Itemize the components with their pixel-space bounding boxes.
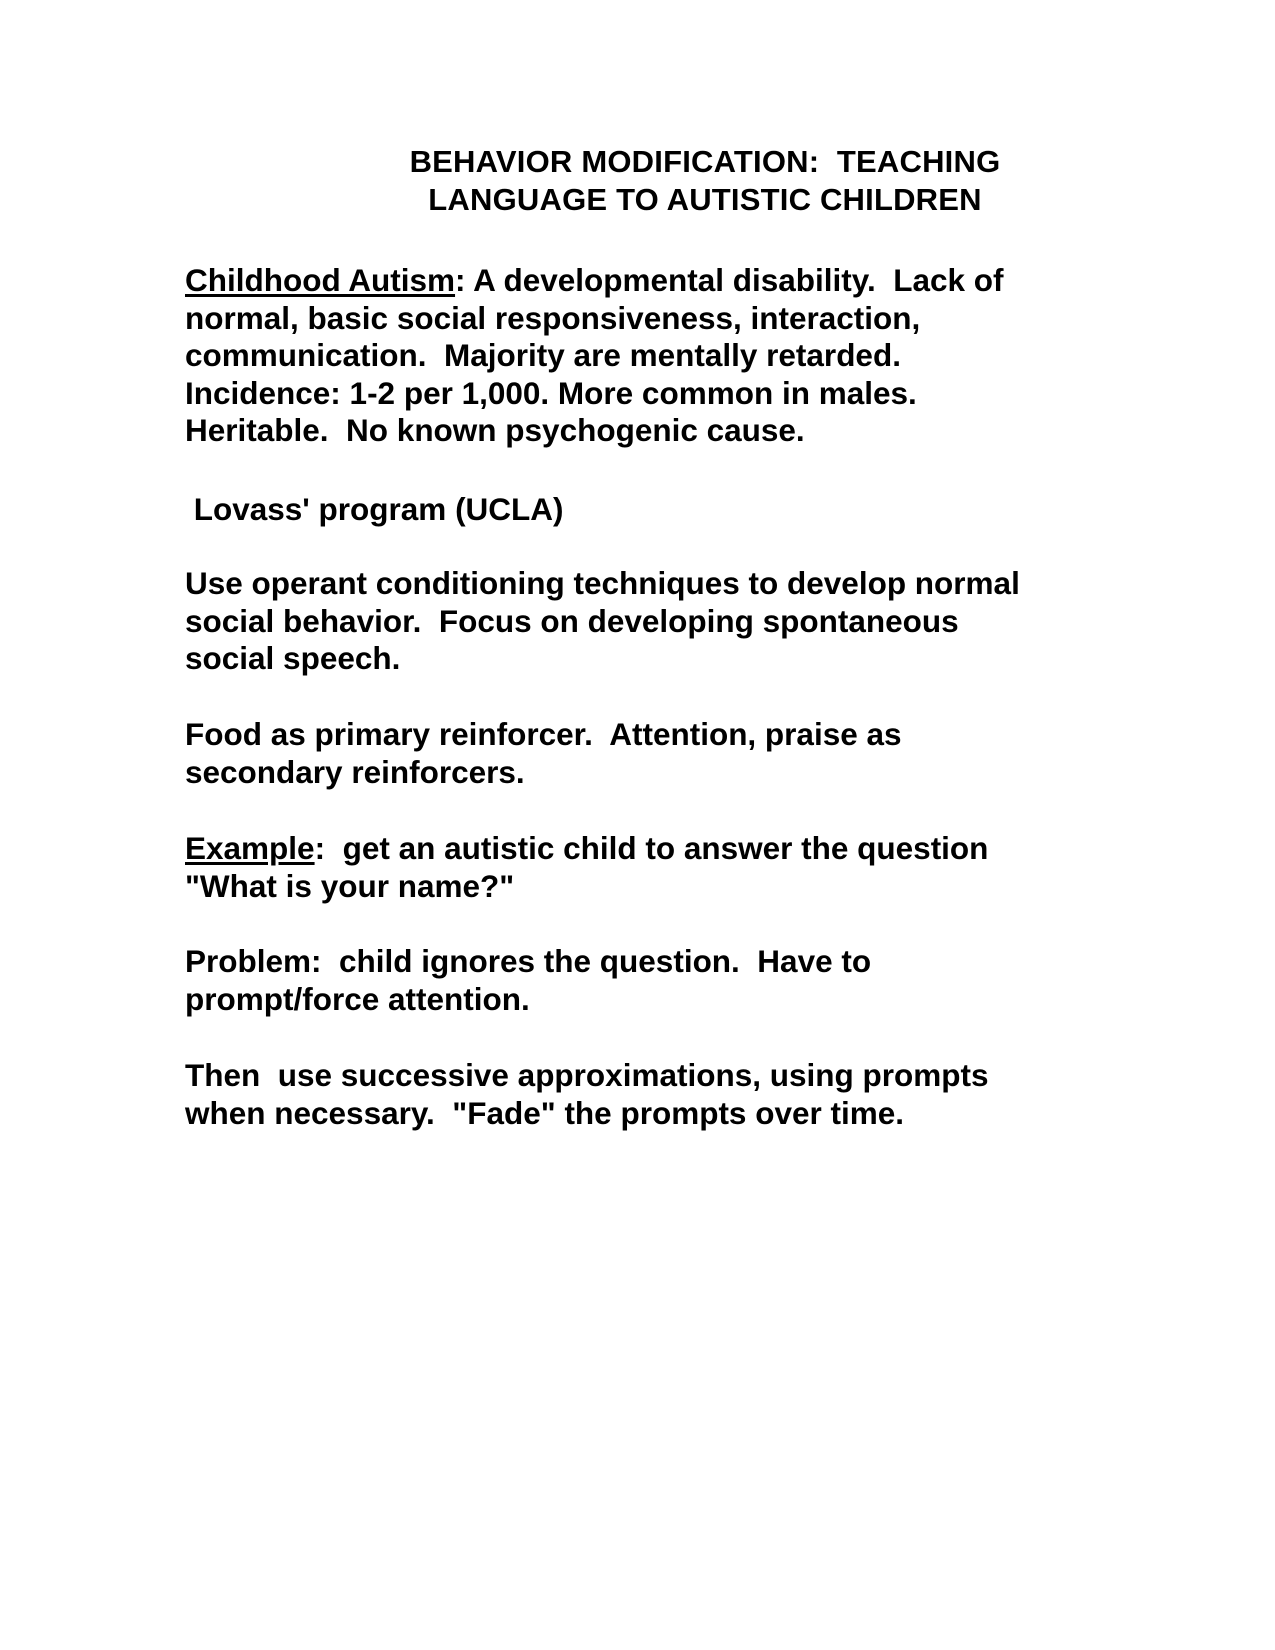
term-example: Example xyxy=(185,830,315,866)
example-text: : get an autistic child to answer the question xyxy=(314,830,989,866)
paragraph-line: Use operant conditioning techniques to develop normal xyxy=(185,565,1020,601)
paragraph-line: Heritable. No known psychogenic cause. xyxy=(185,412,805,448)
paragraph-childhood-autism xyxy=(185,262,1165,450)
paragraph-operant-conditioning xyxy=(185,565,1165,678)
paragraph-line: prompt/force attention. xyxy=(185,980,530,1017)
title-line-2: LANGUAGE TO AUTISTIC CHILDREN xyxy=(428,182,982,217)
paragraph-line: Incidence: 1-2 per 1,000. More common in males. xyxy=(185,374,917,411)
term-childhood-autism: Childhood Autism xyxy=(185,262,456,298)
paragraph-line: social behavior. Focus on developing spontaneous xyxy=(185,602,959,639)
paragraph-line: Problem: child ignores the question. Have to xyxy=(185,943,872,979)
paragraph-example xyxy=(185,830,1165,905)
paragraph-line: when necessary. "Fade" the prompts over time. xyxy=(185,1094,905,1131)
paragraph-line: Then use successive approximations, using prompts xyxy=(185,1057,989,1093)
paragraph-lovass-program xyxy=(185,491,1165,529)
paragraph-line xyxy=(185,262,1165,300)
paragraph-line: Lovass' program (UCLA) xyxy=(185,491,564,527)
paragraph-line: Food as primary reinforcer. Attention, praise as xyxy=(185,716,902,752)
paragraph-line: "What is your name?" xyxy=(185,867,515,904)
paragraph-successive-approximations xyxy=(185,1057,1165,1132)
title-line-1: BEHAVIOR MODIFICATION: TEACHING xyxy=(409,144,1001,179)
paragraph-line: secondary reinforcers. xyxy=(185,753,525,790)
paragraph-reinforcers xyxy=(185,716,1165,791)
paragraph-line: communication. Majority are mentally retarded. xyxy=(185,337,901,373)
paragraph-line: social speech. xyxy=(185,640,401,676)
document-title xyxy=(320,143,1090,219)
paragraph-problem xyxy=(185,943,1165,1018)
definition-text: : A developmental disability. Lack of xyxy=(455,262,1004,298)
paragraph-line xyxy=(185,830,1165,868)
paragraph-line: normal, basic social responsiveness, interaction, xyxy=(185,299,921,336)
